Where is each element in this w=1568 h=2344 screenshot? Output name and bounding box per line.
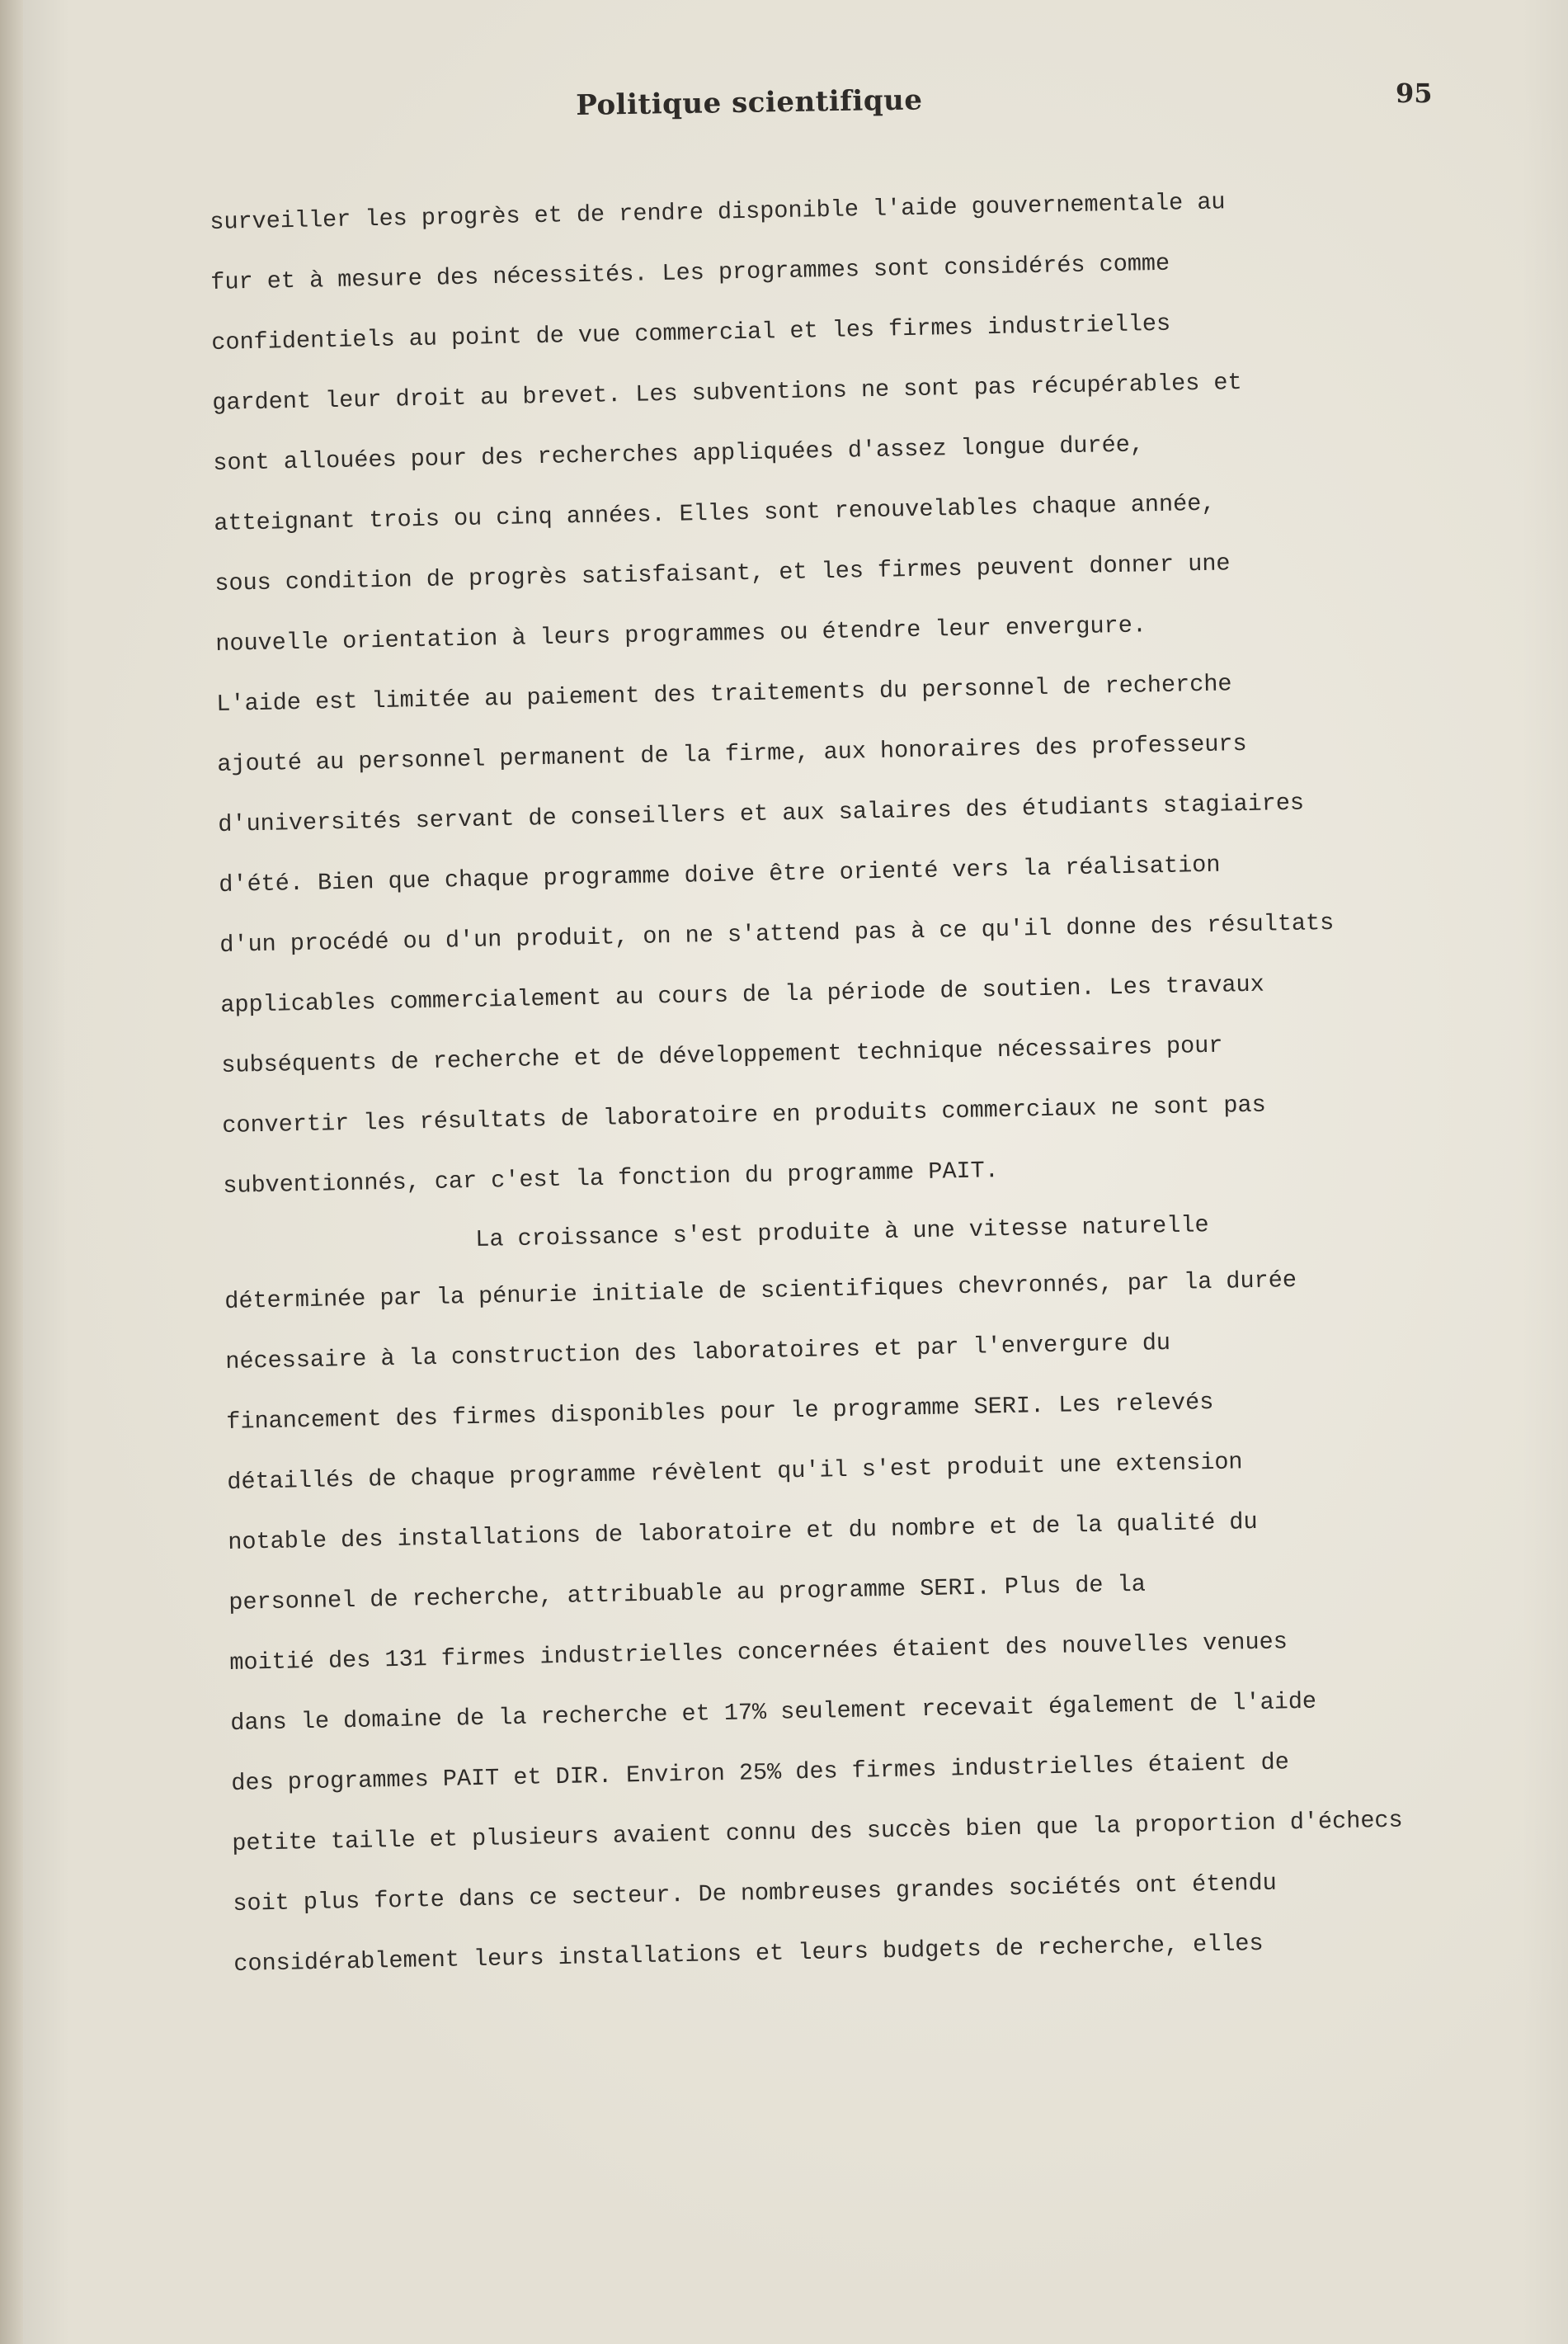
text-line: surveiller les progrès et de rendre disponible l'aide gouvernementale au bbox=[210, 188, 1226, 236]
text-line: personnel de recherche, attribuable au programme SERI. Plus de la bbox=[228, 1570, 1147, 1616]
text-line: d'un procédé ou d'un produit, on ne s'attend pas à ce qu'il donne des résultats bbox=[219, 908, 1335, 959]
text-line: sous condition de progrès satisfaisant, et les firmes peuvent donner une bbox=[214, 549, 1231, 597]
text-line: convertir les résultats de laboratoire en produits commerciaux ne sont pas bbox=[222, 1091, 1267, 1139]
text-line: confidentiels au point de vue commercial et les firmes industrielles bbox=[211, 309, 1171, 356]
text-line: subséquents de recherche et de développement technique nécessaires pour bbox=[221, 1031, 1223, 1079]
text-line: soit plus forte dans ce secteur. De nombreuses grandes sociétés ont étendu bbox=[233, 1869, 1278, 1917]
text-line: sont allouées pour des recherches appliquées d'assez longue durée, bbox=[213, 431, 1145, 477]
text-line: d'été. Bien que chaque programme doive être orienté vers la réalisation bbox=[219, 851, 1221, 898]
text-line-paragraph-start: La croissance s'est produite à une vitesse naturelle bbox=[475, 1211, 1209, 1253]
text-line: petite taille et plusieurs avaient connu des succès bien que la proportion d'échecs bbox=[232, 1806, 1403, 1857]
text-line: détaillés de chaque programme révèlent qu'il s'est produit une extension bbox=[227, 1448, 1243, 1496]
text-line: considérablement leurs installations et leurs budgets de recherche, elles bbox=[233, 1929, 1264, 1978]
text-line: subventionnés, car c'est la fonction du programme PAIT. bbox=[223, 1157, 1000, 1200]
text-line: applicables commercialement au cours de la période de soutien. Les travaux bbox=[220, 970, 1265, 1019]
text-line: L'aide est limitée au paiement des traitements du personnel de recherche bbox=[216, 670, 1232, 718]
document-page bbox=[23, 0, 1568, 2344]
text-line: ajouté au personnel permanent de la firme, aux honoraires des professeurs bbox=[217, 729, 1247, 778]
text-line: atteignant trois ou cinq années. Elles sont renouvelables chaque année, bbox=[214, 489, 1216, 537]
text-line: déterminée par la pénurie initiale de scientifiques chevronnés, par la durée bbox=[224, 1266, 1297, 1315]
text-line: d'universités servant de conseillers et aux salaires des étudiants stagiaires bbox=[218, 789, 1305, 838]
text-line: financement des firmes disponibles pour le programme SERI. Les relevés bbox=[226, 1388, 1214, 1436]
text-line: gardent leur droit au brevet. Les subventions ne sont pas récupérables et bbox=[212, 368, 1242, 417]
book-gutter bbox=[0, 0, 23, 2344]
running-header-title: Politique scientifique bbox=[576, 83, 923, 122]
text-line: moitié des 131 firmes industrielles concernées étaient des nouvelles venues bbox=[229, 1628, 1288, 1677]
text-line: nouvelle orientation à leurs programmes ou étendre leur envergure. bbox=[215, 611, 1147, 658]
text-line: des programmes PAIT et DIR. Environ 25% des firmes industrielles étaient de bbox=[231, 1748, 1290, 1797]
text-line: nécessaire à la construction des laboratoires et par l'envergure du bbox=[225, 1329, 1171, 1375]
text-line: fur et à mesure des nécessités. Les programmes sont considérés comme bbox=[210, 249, 1170, 296]
text-line: notable des installations de laboratoire et du nombre et de la qualité du bbox=[228, 1507, 1258, 1556]
page-number: 95 bbox=[1396, 78, 1433, 109]
text-line: dans le domaine de la recherche et 17% seulement recevait également de l'aide bbox=[230, 1687, 1317, 1737]
